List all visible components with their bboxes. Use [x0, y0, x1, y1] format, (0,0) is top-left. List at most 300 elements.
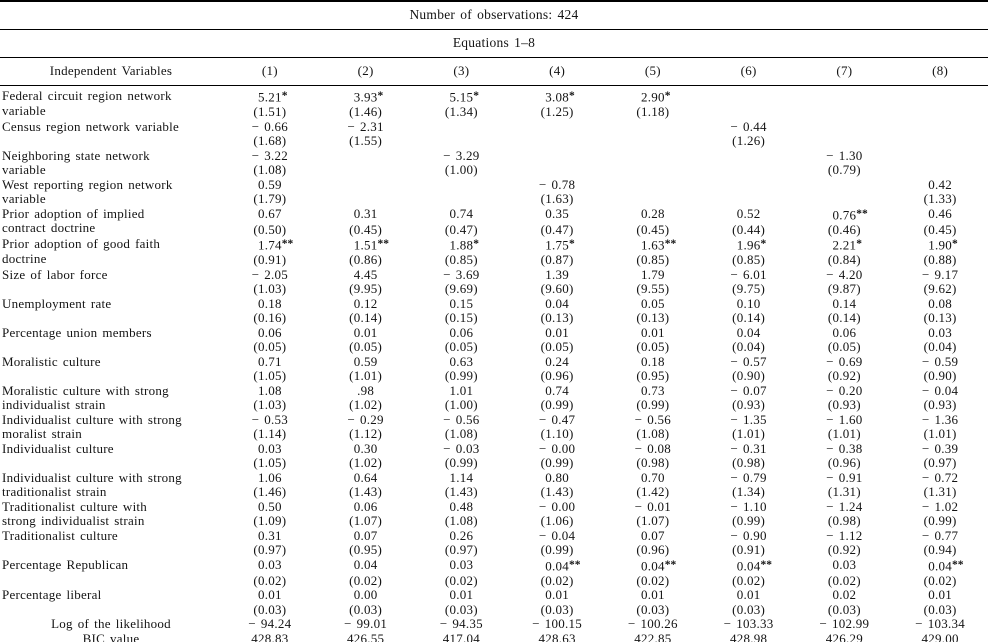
coefficient-cell: − 0.31 — [730, 440, 767, 456]
coefficient-cell: − 1.36 — [921, 411, 959, 427]
coefficient-cell: 3.08* — [545, 89, 575, 105]
standard-error-cell — [701, 163, 797, 178]
coefficient-cell: − 0.03 — [443, 440, 480, 456]
coefficient-cell: − 0.56 — [443, 411, 480, 427]
standard-error-cell — [892, 163, 988, 178]
coefficient-cell: 0.74 — [449, 205, 474, 221]
coefficient-cell: 1.06 — [258, 469, 282, 485]
coefficient-cell: 0.31 — [353, 205, 378, 221]
standard-error-cell: (0.98) — [827, 513, 861, 528]
coefficient-cell — [605, 149, 701, 164]
coefficient-cell — [509, 149, 605, 164]
coefficient-cell: 0.73 — [641, 382, 665, 398]
coefficient-cell: 0.18 — [641, 353, 665, 369]
standard-error-cell: (0.99) — [540, 397, 574, 412]
variable-label: Individualist culture with strong traditionalist strain — [2, 469, 182, 499]
standard-error-cell: (1.34) — [444, 104, 478, 119]
standard-error-cell: (0.05) — [540, 339, 574, 354]
coefficient-cell: 0.64 — [353, 469, 378, 485]
standard-error-cell: (0.85) — [444, 252, 478, 267]
coefficient-cell: 0.30 — [353, 440, 378, 456]
standard-error-cell: (0.02) — [923, 572, 957, 588]
summary-value-cell: − 100.26 — [627, 616, 678, 631]
coefficient-cell: 4.45 — [353, 266, 378, 282]
table-row — [0, 632, 988, 642]
standard-error-cell — [797, 134, 893, 149]
standard-error-cell: (1.46) — [253, 484, 287, 499]
standard-error-cell — [509, 134, 605, 149]
standard-error-cell: (0.98) — [732, 455, 766, 470]
coefficient-cell: 0.01 — [928, 587, 952, 602]
standard-error-cell: (1.43) — [349, 484, 383, 499]
standard-error-cell: (1.14) — [253, 426, 287, 441]
standard-error-cell: (0.02) — [540, 572, 574, 588]
standard-error-cell: (0.03) — [827, 601, 861, 617]
coefficient-cell: 0.01 — [545, 587, 569, 602]
table-row — [0, 442, 988, 457]
standard-error-cell: (1.46) — [349, 104, 383, 119]
observations-header-row — [0, 1, 988, 30]
table-row — [0, 617, 988, 632]
standard-error-cell: (1.25) — [540, 104, 574, 119]
coefficient-cell: 0.05 — [641, 295, 665, 311]
standard-error-cell: (0.47) — [444, 221, 478, 237]
standard-error-cell: (0.04) — [923, 339, 957, 354]
coefficient-cell — [892, 149, 988, 164]
coefficient-cell — [318, 149, 414, 164]
standard-error-cell — [892, 134, 988, 149]
coefficient-cell: − 0.07 — [730, 382, 767, 398]
standard-error-cell: (0.85) — [636, 252, 670, 267]
independent-variables-header: Independent Variables — [0, 58, 222, 86]
column-header: (8) — [892, 58, 988, 86]
standard-error-cell: (0.15) — [444, 310, 478, 325]
coefficient-cell: 0.24 — [545, 353, 569, 369]
standard-error-cell — [701, 105, 797, 120]
standard-error-cell — [797, 192, 893, 207]
coefficient-cell: 1.79 — [641, 266, 665, 282]
standard-error-cell: (0.99) — [540, 455, 574, 470]
standard-error-cell — [414, 134, 510, 149]
coefficient-cell — [605, 120, 701, 135]
standard-error-cell: (1.08) — [444, 426, 478, 441]
standard-error-cell: (0.93) — [732, 397, 766, 412]
coefficient-cell: − 0.90 — [730, 527, 767, 543]
standard-error-cell: (0.87) — [540, 252, 574, 267]
coefficient-cell — [701, 86, 797, 106]
table-row — [0, 529, 988, 544]
coefficient-cell: 0.04 — [736, 324, 761, 340]
standard-error-cell: (1.06) — [540, 513, 574, 528]
coefficient-cell: 0.76** — [832, 207, 868, 222]
coefficient-cell: − 2.05 — [251, 266, 289, 282]
standard-error-cell: (1.07) — [349, 513, 383, 528]
coefficient-cell: 1.96* — [736, 237, 767, 253]
coefficient-cell: 0.28 — [641, 205, 665, 221]
standard-error-cell: (0.97) — [923, 455, 957, 470]
coefficient-cell: − 0.53 — [251, 411, 289, 427]
standard-error-cell: (0.95) — [636, 368, 670, 383]
standard-error-cell — [892, 105, 988, 120]
standard-error-cell: (1.02) — [349, 455, 383, 470]
table-row — [0, 297, 988, 312]
coefficient-cell: 0.15 — [449, 295, 474, 311]
summary-value-cell: − 94.35 — [439, 616, 483, 631]
column-header: (1) — [222, 58, 318, 86]
coefficient-cell: 1.75* — [545, 237, 575, 253]
coefficient-cell: 0.01 — [641, 587, 665, 602]
standard-error-cell: (0.13) — [923, 310, 957, 325]
coefficient-cell: − 4.20 — [826, 266, 863, 282]
coefficient-cell: 0.50 — [258, 498, 282, 514]
coefficient-cell: − 1.30 — [826, 147, 863, 163]
standard-error-cell: (0.02) — [732, 572, 766, 588]
standard-error-cell: (1.09) — [253, 513, 287, 528]
coefficient-cell: − 6.01 — [730, 266, 767, 282]
table-row — [0, 413, 988, 428]
standard-error-cell: (0.97) — [444, 542, 478, 557]
column-header: (3) — [414, 58, 510, 86]
standard-error-cell: (0.03) — [444, 601, 478, 617]
standard-error-cell: (0.02) — [349, 572, 383, 588]
coefficient-cell: 0.01 — [736, 587, 761, 602]
standard-error-cell: (0.03) — [636, 601, 670, 617]
coefficient-cell: − 1.60 — [826, 411, 863, 427]
coefficient-cell: 0.01 — [641, 324, 665, 340]
variable-label: Federal circuit region network variable — [2, 88, 172, 118]
coefficient-cell: 0.03 — [449, 556, 474, 572]
variable-label: Percentage union members — [2, 324, 152, 340]
table-row — [0, 326, 988, 341]
variable-label: Traditionalist culture — [2, 527, 118, 543]
standard-error-cell — [605, 134, 701, 149]
coefficient-cell: 1.14 — [449, 469, 474, 485]
standard-error-cell: (9.60) — [540, 281, 574, 296]
coefficient-cell: 0.10 — [736, 295, 761, 311]
summary-value-cell: 426.55 — [318, 632, 414, 642]
standard-error-cell: (1.05) — [253, 455, 287, 470]
coefficient-cell: 0.08 — [928, 295, 952, 311]
coefficient-cell: 0.07 — [353, 527, 378, 543]
coefficient-cell: 0.31 — [258, 527, 282, 543]
summary-value-cell: − 99.01 — [344, 616, 388, 631]
variable-label: Individualist culture with strong moralist strain — [2, 411, 182, 441]
table-row — [0, 207, 988, 223]
column-header: (4) — [509, 58, 605, 86]
standard-error-cell: (0.14) — [827, 310, 861, 325]
standard-error-cell: (1.12) — [349, 426, 383, 441]
coefficient-cell: 0.02 — [832, 587, 857, 602]
coefficient-cell: − 0.57 — [730, 353, 767, 369]
variable-label: Neighboring state network variable — [2, 147, 150, 177]
standard-error-cell: (1.02) — [349, 397, 383, 412]
variable-label: Unemployment rate — [2, 295, 112, 311]
summary-value-cell: − 100.15 — [532, 616, 583, 631]
standard-error-cell: (0.95) — [349, 542, 383, 557]
standard-error-cell: (1.05) — [253, 368, 287, 383]
standard-error-cell: (9.62) — [923, 281, 957, 296]
standard-error-cell — [414, 192, 510, 207]
coefficient-cell — [797, 120, 893, 135]
standard-error-cell: (0.05) — [827, 339, 861, 354]
summary-label: Log of the likelihood — [51, 616, 171, 631]
coefficient-cell: 0.48 — [449, 498, 474, 514]
standard-error-cell: (1.42) — [636, 484, 670, 499]
coefficient-cell: 1.51** — [353, 237, 389, 253]
standard-error-cell: (0.88) — [923, 252, 957, 267]
standard-error-cell: (1.34) — [732, 484, 766, 499]
standard-error-cell: (1.33) — [923, 191, 957, 206]
standard-error-cell — [797, 105, 893, 120]
standard-error-cell: (0.97) — [253, 542, 287, 557]
standard-error-cell: (1.55) — [349, 133, 383, 148]
standard-error-cell: (1.68) — [253, 133, 287, 148]
standard-error-cell: (0.14) — [732, 310, 766, 325]
column-header: (2) — [318, 58, 414, 86]
column-header: (7) — [797, 58, 893, 86]
coefficient-cell: − 2.31 — [347, 118, 384, 134]
coefficient-cell: − 0.66 — [251, 118, 289, 134]
coefficient-cell — [414, 178, 510, 193]
coefficient-cell: 5.15* — [449, 89, 479, 105]
variable-label: Moralistic culture with strong individualist strain — [2, 382, 169, 412]
coefficient-cell: 0.59 — [258, 176, 282, 192]
coefficient-cell: − 1.12 — [826, 527, 863, 543]
summary-value-cell: 428.98 — [701, 632, 797, 642]
equations-header: Equations 1–8 — [0, 30, 988, 58]
standard-error-cell: (0.96) — [540, 368, 574, 383]
coefficient-cell: 1.74** — [258, 237, 294, 253]
standard-error-cell: (0.14) — [349, 310, 383, 325]
standard-error-cell: (0.05) — [253, 339, 287, 354]
standard-error-cell: (0.85) — [732, 252, 766, 267]
coefficient-cell: 0.46 — [928, 205, 952, 221]
standard-error-cell: (0.93) — [827, 397, 861, 412]
coefficient-cell: 0.03 — [258, 440, 282, 456]
coefficient-cell — [797, 178, 893, 193]
table-row — [0, 149, 988, 164]
table-row — [0, 178, 988, 193]
standard-error-cell: (0.16) — [253, 310, 287, 325]
coefficient-cell: 0.00 — [353, 587, 378, 602]
standard-error-cell: (1.01) — [923, 426, 957, 441]
standard-error-cell: (0.99) — [444, 455, 478, 470]
coefficient-cell: − 0.08 — [634, 440, 672, 456]
table-row — [0, 500, 988, 515]
standard-error-cell: (9.75) — [732, 281, 766, 296]
standard-error-cell: (1.63) — [540, 191, 574, 206]
coefficient-cell: 0.14 — [832, 295, 857, 311]
table-row — [0, 558, 988, 574]
coefficient-cell — [892, 120, 988, 135]
coefficient-cell — [605, 178, 701, 193]
coefficient-cell: 0.01 — [258, 587, 282, 602]
standard-error-cell: (0.45) — [923, 221, 957, 237]
coefficient-cell: − 3.22 — [251, 147, 289, 163]
coefficient-cell: − 0.79 — [730, 469, 767, 485]
standard-error-cell: (1.03) — [253, 281, 287, 296]
standard-error-cell: (0.98) — [636, 455, 670, 470]
column-header: (5) — [605, 58, 701, 86]
coefficient-cell — [701, 149, 797, 164]
summary-value-cell: 417.04 — [414, 632, 510, 642]
column-header: (6) — [701, 58, 797, 86]
summary-label: BIC value — [0, 632, 222, 642]
coefficient-cell: 0.04 — [545, 295, 569, 311]
standard-error-cell: (0.47) — [540, 221, 574, 237]
standard-error-cell: (0.50) — [253, 221, 287, 237]
coefficient-cell: 0.12 — [353, 295, 378, 311]
coefficient-cell — [318, 178, 414, 193]
coefficient-cell — [701, 178, 797, 193]
coefficient-cell: − 3.69 — [443, 266, 480, 282]
standard-error-cell: (0.13) — [636, 310, 670, 325]
coefficient-cell: 0.04** — [545, 558, 581, 573]
summary-value-cell: 422.85 — [605, 632, 701, 642]
coefficient-cell — [892, 86, 988, 106]
coefficient-cell: 0.06 — [258, 324, 282, 340]
standard-error-cell: (1.18) — [636, 104, 670, 119]
coefficient-cell: 0.01 — [353, 324, 378, 340]
coefficient-cell: 0.03 — [832, 556, 857, 572]
table-row — [0, 355, 988, 370]
coefficient-cell: 2.90* — [641, 89, 671, 105]
coefficient-cell: 0.03 — [928, 324, 952, 340]
column-header-row — [0, 58, 988, 86]
coefficient-cell: 0.74 — [545, 382, 569, 398]
standard-error-cell: (0.91) — [732, 542, 766, 557]
standard-error-cell: (0.99) — [636, 397, 670, 412]
standard-error-cell: (1.01) — [827, 426, 861, 441]
coefficient-cell: 0.01 — [545, 324, 569, 340]
coefficient-cell: .98 — [357, 382, 375, 398]
standard-error-cell: (1.08) — [444, 513, 478, 528]
coefficient-cell: 0.04** — [928, 558, 964, 573]
standard-error-cell: (0.99) — [540, 542, 574, 557]
summary-value-cell: 429.00 — [892, 632, 988, 642]
variable-label: Prior adoption of good faith doctrine — [2, 236, 161, 266]
coefficient-cell: 0.06 — [449, 324, 474, 340]
coefficient-cell: − 1.24 — [826, 498, 863, 514]
standard-error-cell: (0.45) — [636, 221, 670, 237]
coefficient-cell: − 0.69 — [826, 353, 863, 369]
standard-error-cell: (1.31) — [923, 484, 957, 499]
summary-value-cell: 428.63 — [509, 632, 605, 642]
standard-error-cell: (0.90) — [732, 368, 766, 383]
coefficient-cell: − 0.47 — [538, 411, 576, 427]
coefficient-cell: − 0.56 — [634, 411, 672, 427]
standard-error-cell: (1.08) — [253, 162, 287, 177]
coefficient-cell: 1.88* — [449, 237, 479, 253]
variable-label: West reporting region network variable — [2, 176, 173, 206]
variable-label: Traditionalist culture with strong individualist strain — [2, 498, 148, 528]
standard-error-cell: (1.00) — [444, 162, 478, 177]
standard-error-cell: (0.05) — [444, 339, 478, 354]
coefficient-cell: − 0.01 — [634, 498, 672, 514]
coefficient-cell: − 0.00 — [538, 498, 576, 514]
table-row — [0, 384, 988, 399]
standard-error-cell: (0.45) — [349, 221, 383, 237]
coefficient-cell: − 0.29 — [347, 411, 384, 427]
summary-value-cell: 428.83 — [222, 632, 318, 642]
standard-error-cell: (1.08) — [636, 426, 670, 441]
variable-label: Size of labor force — [2, 266, 108, 282]
standard-error-cell: (1.07) — [636, 513, 670, 528]
coefficient-cell: 0.26 — [449, 527, 474, 543]
standard-error-cell: (0.46) — [827, 221, 861, 237]
standard-error-cell: (0.96) — [636, 542, 670, 557]
coefficient-cell — [414, 120, 510, 135]
table-row — [0, 588, 988, 603]
standard-error-cell: (0.13) — [540, 310, 574, 325]
coefficient-cell: 0.04 — [353, 556, 378, 572]
coefficient-cell: 0.04** — [736, 558, 772, 573]
coefficient-cell: − 0.04 — [921, 382, 959, 398]
coefficient-cell — [797, 86, 893, 106]
coefficient-cell: 0.42 — [928, 176, 952, 192]
standard-error-cell: (0.84) — [827, 252, 861, 267]
standard-error-cell: (1.43) — [540, 484, 574, 499]
coefficient-cell: 1.63** — [641, 237, 677, 253]
coefficient-cell: − 0.72 — [921, 469, 959, 485]
coefficient-cell: − 3.29 — [443, 147, 480, 163]
standard-error-cell: (1.01) — [732, 426, 766, 441]
standard-error-cell: (0.92) — [827, 542, 861, 557]
variable-label: Census region network variable — [2, 118, 179, 134]
standard-error-cell: (0.90) — [923, 368, 957, 383]
standard-error-cell: (0.04) — [732, 339, 766, 354]
coefficient-cell: 0.67 — [258, 205, 282, 221]
standard-error-cell: (0.86) — [349, 252, 383, 267]
variable-label: Prior adoption of implied contract doctrine — [2, 205, 145, 235]
standard-error-cell: (1.01) — [349, 368, 383, 383]
coefficient-cell: 0.06 — [353, 498, 378, 514]
standard-error-cell: (0.99) — [444, 368, 478, 383]
standard-error-cell: (0.99) — [732, 513, 766, 528]
coefficient-cell: − 0.39 — [921, 440, 959, 456]
coefficient-cell: 3.93* — [353, 89, 384, 105]
coefficient-cell: 0.35 — [545, 205, 569, 221]
summary-value-cell: − 102.99 — [819, 616, 870, 631]
standard-error-cell: (0.03) — [349, 601, 383, 617]
variable-label: Percentage liberal — [2, 587, 102, 602]
summary-value-cell: − 94.24 — [248, 616, 292, 631]
coefficient-cell: − 0.20 — [826, 382, 863, 398]
table-row — [0, 471, 988, 486]
table-row — [0, 237, 988, 253]
standard-error-cell: (1.03) — [253, 397, 287, 412]
coefficient-cell: 0.70 — [641, 469, 665, 485]
table-row — [0, 268, 988, 283]
standard-error-cell: (0.05) — [636, 339, 670, 354]
table-row — [0, 86, 988, 106]
coefficient-cell: − 0.38 — [826, 440, 863, 456]
coefficient-cell: 1.08 — [258, 382, 282, 398]
coefficient-cell: − 1.10 — [730, 498, 767, 514]
standard-error-cell: (0.03) — [732, 601, 766, 617]
standard-error-cell — [605, 192, 701, 207]
standard-error-cell: (9.55) — [636, 281, 670, 296]
standard-error-cell: (9.69) — [444, 281, 478, 296]
standard-error-cell: (0.99) — [923, 513, 957, 528]
standard-error-cell: (0.02) — [444, 572, 478, 588]
standard-error-cell: (0.03) — [540, 601, 574, 617]
standard-error-cell: (0.96) — [827, 455, 861, 470]
coefficient-cell: − 0.44 — [730, 118, 767, 134]
standard-error-cell: (9.87) — [827, 281, 861, 296]
summary-value-cell: − 103.33 — [723, 616, 774, 631]
observations-header: Number of observations: 424 — [0, 1, 988, 30]
